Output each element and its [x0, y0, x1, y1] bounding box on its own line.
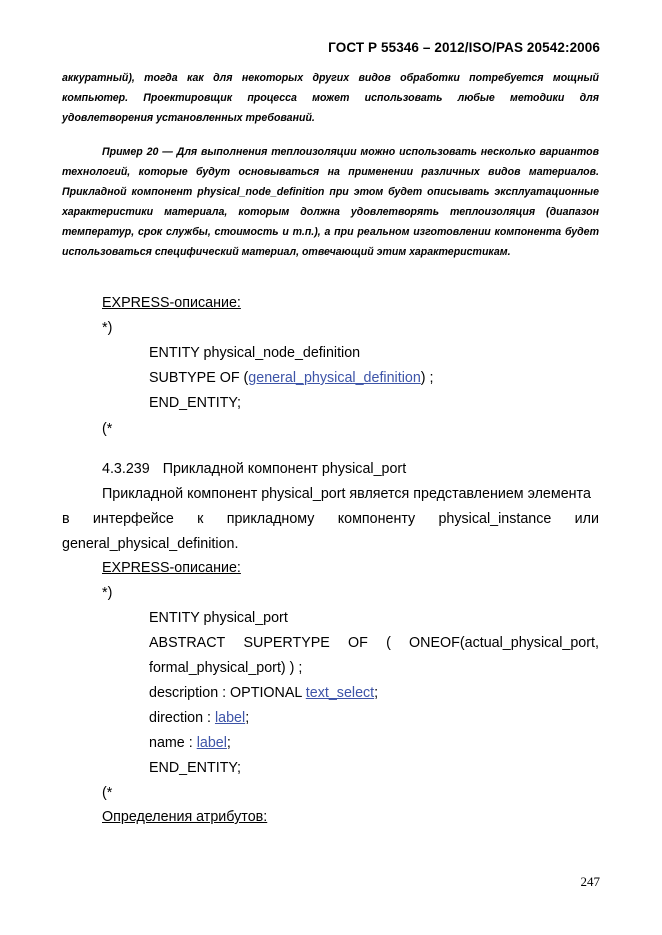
- supertype-word: SUPERTYPE: [243, 635, 330, 651]
- express-heading: EXPRESS-описание:: [102, 560, 241, 576]
- description-line-1: Прикладной компонент physical_port является представлением элемента: [102, 486, 591, 502]
- attribute-suffix: ;: [245, 710, 250, 726]
- description-word: интерфейсе: [92, 511, 174, 527]
- intro-paragraph: аккуратный), тогда как для некоторых других видов обработки потребуется мощный компьютер. Проектировщик процесса может использовать любые методики для удовлетворения установленных требований.: [62, 72, 599, 124]
- supertype-word: (: [386, 635, 391, 651]
- attribute-suffix: ;: [226, 735, 231, 751]
- general-physical-definition-link[interactable]: general_physical_definition: [248, 370, 421, 386]
- section-heading: [102, 460, 406, 478]
- description-line-2: [62, 510, 599, 528]
- description-word: в: [62, 511, 70, 527]
- name-attribute: [149, 734, 231, 752]
- attribute-prefix: description : OPTIONAL: [149, 685, 306, 701]
- subtype-declaration: [149, 369, 434, 387]
- section-number: 4.3.239: [102, 461, 150, 477]
- end-entity: END_ENTITY;: [149, 395, 242, 411]
- description-word: к: [197, 511, 204, 527]
- description-word: прикладному: [226, 511, 315, 527]
- supertype-word: ONEOF(actual_physical_port,: [409, 635, 599, 651]
- attribute-prefix: name :: [149, 735, 197, 751]
- example-paragraph: Пример 20 — Для выполнения теплоизоляции можно использовать несколько вариантов технологий, которые будут основываться на применении различных видов материалов. Прикладной компонент physical_node_definition при этом будет описывать эксплуатационные характеристики материала, которым должна удовлетворять теплоизоляция (диапазон температур, срок службы, стоимость и т.п.), а при реальном изготовлении компонента будет использоваться специфический материал, отвечающий этим характеристикам.: [62, 146, 599, 258]
- description-attribute: [149, 684, 378, 702]
- express-heading: EXPRESS-описание:: [102, 295, 241, 311]
- label-link[interactable]: label: [196, 735, 227, 751]
- subtype-prefix: SUBTYPE OF (: [149, 370, 249, 386]
- supertype-word: OF: [348, 635, 368, 651]
- direction-attribute: [149, 709, 249, 727]
- section-title: Прикладной компонент physical_port: [162, 461, 407, 477]
- attribute-prefix: direction :: [149, 710, 215, 726]
- express-open-comment: *): [102, 585, 113, 601]
- entity-declaration: ENTITY physical_port: [149, 610, 288, 626]
- express-close-comment: (*: [102, 785, 113, 801]
- abstract-supertype-continuation: formal_physical_port) ) ;: [149, 660, 303, 676]
- entity-declaration: ENTITY physical_node_definition: [149, 345, 361, 361]
- description-word: physical_instance: [438, 511, 552, 527]
- label-link[interactable]: label: [214, 710, 246, 726]
- supertype-word: ABSTRACT: [149, 635, 226, 651]
- page-header: ГОСТ Р 55346 – 2012/ISO/PAS 20542:2006: [328, 40, 600, 55]
- page-number: 247: [580, 874, 600, 889]
- express-close-comment: (*: [102, 421, 113, 437]
- description-word: или: [574, 511, 599, 527]
- subtype-suffix: ) ;: [420, 370, 434, 386]
- express-open-comment: *): [102, 320, 113, 336]
- end-entity: END_ENTITY;: [149, 760, 242, 776]
- attributes-heading: Определения атрибутов:: [102, 809, 268, 825]
- description-line-3: general_physical_definition.: [62, 536, 239, 552]
- description-word: компоненту: [337, 511, 416, 527]
- abstract-supertype-line: [149, 634, 599, 652]
- text-select-link[interactable]: text_select: [305, 685, 375, 701]
- attribute-suffix: ;: [374, 685, 379, 701]
